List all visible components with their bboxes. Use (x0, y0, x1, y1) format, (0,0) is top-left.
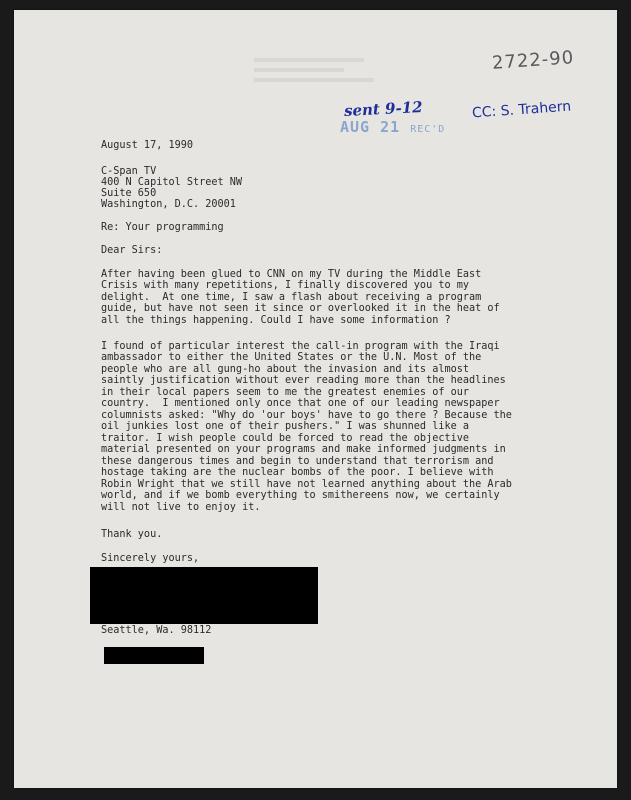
paragraph1-line: After having been glued to CNN on my TV during the Middle East (101, 269, 482, 280)
paragraph2-line: in their local papers seem to me the greatest enemies of our (101, 387, 470, 398)
paragraph2-line: these dangerous times and begin to understand that terrorism and (101, 456, 494, 467)
faint-letterhead-bleedthrough (254, 58, 384, 98)
paragraph2-line: people who are all gung-ho about the invasion and its almost (101, 364, 470, 375)
paragraph1-line: guide, but have not seen it since or overlooked it in the heat of (101, 303, 500, 314)
cc-note: CC: S. Trahern (471, 98, 572, 122)
recipient-line: Suite 650 (101, 188, 157, 199)
paragraph1-line: Crisis with many repetitions, I finally discovered you to my (101, 280, 470, 291)
paragraph2-line: I found of particular interest the call-in program with the Iraqi (101, 341, 500, 352)
paragraph2-line: oil junkies lost one of their pushers." I was shunned like a (101, 421, 470, 432)
letter-page (14, 10, 617, 788)
thanks-line: Thank you. (101, 529, 163, 540)
paragraph2-line: hostage taking are the nuclear bombs of the poor. I believe with (101, 467, 494, 478)
paragraph2-line: columnists asked: "Why do 'our boys' have to go there ? Because the (101, 410, 512, 421)
sent-date-note: sent 9-12 (343, 97, 424, 121)
paragraph2-line: world, and if we bomb everything to smithereens now, we certainly (101, 490, 500, 501)
salutation: Dear Sirs: (101, 245, 163, 256)
recipient-line: 400 N Capitol Street NW (101, 177, 243, 188)
paragraph2-line: saintly justification without ever reading more than the headlines (101, 375, 506, 386)
received-stamp-suffix: REC'D (410, 124, 446, 135)
paragraph2-line: country. I mentioned only once that one of our leading newspaper (101, 398, 500, 409)
redaction-bar-phone (104, 647, 204, 664)
subject-line: Re: Your programming (101, 222, 224, 233)
paragraph2-line: material presented on your programs and make informed judgments in (101, 444, 506, 455)
city-line: Seattle, Wa. 98112 (101, 625, 212, 636)
paragraph2-line: will not live to enjoy it. (101, 502, 261, 513)
received-stamp (340, 118, 445, 136)
paragraph1-line: all the things happening. Could I have some information ? (101, 315, 451, 326)
received-stamp-date: AUG 21 (340, 118, 401, 136)
paragraph1-line: delight. At one time, I saw a flash about receiving a program (101, 292, 482, 303)
paragraph2-line: Robin Wright that we still have not learned anything about the Arab (101, 479, 512, 490)
paragraph2-line: traitor. I wish people could be forced to read the objective (101, 433, 470, 444)
reference-number: 2722-90 (491, 47, 575, 74)
redaction-bar-signature (90, 567, 318, 624)
recipient-line: Washington, D.C. 20001 (101, 199, 236, 210)
letter-date: August 17, 1990 (101, 140, 194, 151)
recipient-line: C-Span TV (101, 166, 157, 177)
paragraph2-line: ambassador to either the United States or the U.N. Most of the (101, 352, 482, 363)
closing-line: Sincerely yours, (101, 553, 200, 564)
